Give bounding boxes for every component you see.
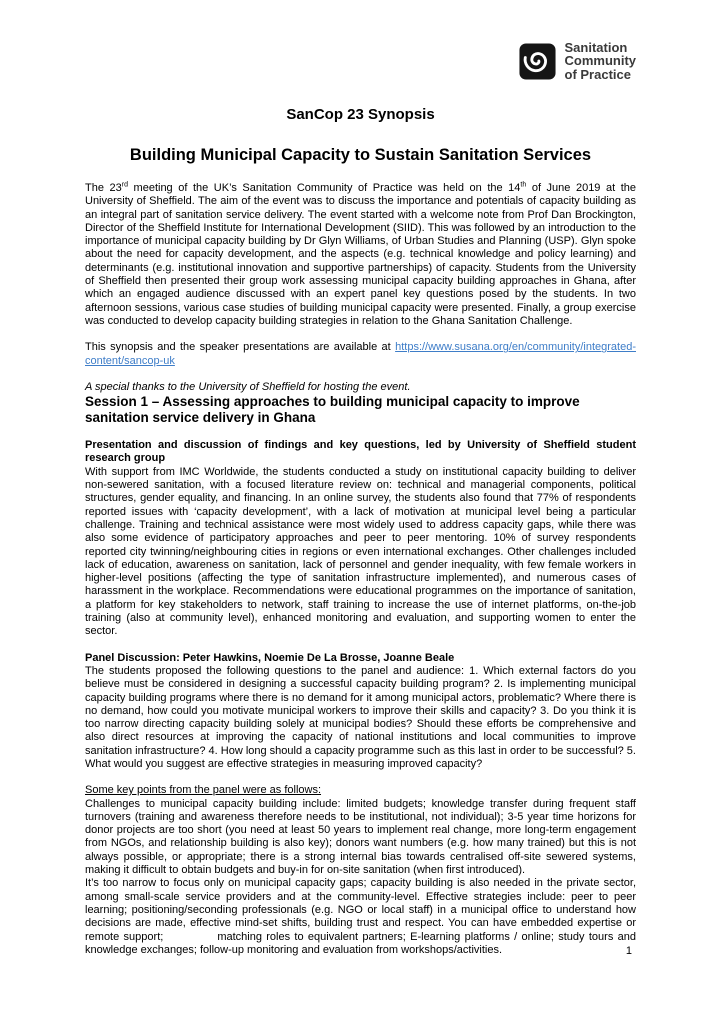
key-points-text: matching roles to equivalent partners; E-learning platforms / online; study tours and knowledge exchanges; follow-up monitoring and evaluation from workshops/activities.	[85, 930, 636, 956]
page-number: 1	[625, 945, 632, 957]
logo	[85, 39, 636, 82]
spiral-logo-icon	[519, 43, 556, 80]
intro-text: of June 2019 at the University of Sheffield. The aim of the event was to discuss the importance and potentials of capacity building as an integral part of sanitation service delivery. The event started with a welcome note from Prof Dan Brockington, Director of the Sheffield Institute for International Development (SIID). This was followed by an introduction to the importance of municipal capacity building by Dr Glyn Williams, of Urban Studies and Planning (USP). Glyn spoke about the need for capacity development, and the aspects (e.g. technical knowledge and policy learning) and determinants (e.g. institutional innovation and supportive partnerships) of capacity. Students from the University of Sheffield then presented their group work assessing municipal capacity building approaches in Ghana, after which an engaged audience discussed with an expert panel key questions posed by the students. In two afternoon sessions, various case studies of building municipal capacity were presented. Finally, a group exercise was conducted to develop capacity building strategies in relation to the Ghana Sanitation Challenge.	[85, 182, 637, 327]
document-subtitle: Building Municipal Capacity to Sustain Sanitation Services	[129, 146, 592, 164]
panel-heading: Panel Discussion: Peter Hawkins, Noemie De La Brosse, Joanne Beale	[85, 651, 455, 664]
logo-text	[565, 41, 637, 82]
logo-text-line: of Practice	[564, 66, 631, 82]
intro-text: meeting of the UK’s Sanitation Community of Practice was held on the 14	[127, 182, 521, 194]
key-points-text: It’s too narrow to focus only on municipal capacity gaps; capacity building is also needed in the private sector, among small-scale service providers and at the community-level. Effective strategies include: peer to peer learning; positioning/seconding professionals (e.g. NGO or local staff) in a municipal office to understand how decisions are made, effective mind-set shifts, building trust and respect. You can have embedded expertise or remote support;	[85, 877, 636, 943]
presentation-heading: Presentation and discussion of findings and key questions, led by University of Sheffield student research group	[85, 439, 636, 465]
key-points-heading: Some key points from the panel were as follows:	[85, 784, 322, 797]
ordinal-superscript: th	[520, 181, 527, 189]
session1-heading: Session 1 – Assessing approaches to building municipal capacity to improve sanitation service delivery in Ghana	[85, 394, 580, 426]
panel-body: The students proposed the following questions to the panel and audience: 1. Which external factors do you believe must be considered in designing a successful capacity building program? 2. Is implementing municipal capacity building programs where there is no demand for it among municipal actors, problematic? Where there is no demand, how could you motivate municipal workers to improve their skills and capacity? 3. Do you think it is too narrow directing capacity building solely at municipal bodies? Should these efforts be comprehensive and also direct resources at improving the capacity of national institutions and local communities to improve sanitation infrastructure? 4. How long should a capacity programme such as this last in order to be successful? 5. What would you suggest are effective strategies in measuring improved capacity?	[85, 664, 636, 770]
intro-text: The 23	[85, 182, 122, 194]
susana-link[interactable]: https://www.susana.org/en/community/integrated-content/sancop-uk	[85, 341, 636, 367]
presentation-body: With support from IMC Worldwide, the students conducted a study on institutional capacity building to deliver non-sewered sanitation, with a focused literature review on: technical and managerial components, political structures, gender equality, and financing. In an online survey, the students also found that 77% of respondents reported issues with ‘capacity development’, with a lack of motivation at municipal level being a particular challenge. Training and technical assistance were most widely used to address capacity gaps, while there was also some evidence of participatory approaches and peer to peer mentoring. 10% of survey respondents reported city twinning/neighbouring cities in regions or even international exchanges. Other challenges included lack of education, awareness on sanitation, lack of personnel and gender inequality, with few female workers in higher-level positions (affecting the type of sanitation infrastructure implemented), and numerous cases of harassment in the workplace. Recommendations were educational programmes on the importance of sanitation, a platform for key stakeholders to network, staff training to increase the use of internet platforms, on-the-job training (also at community level), enhanced monitoring and evaluation, and supporting women to enter the sector.	[85, 465, 636, 638]
logo-text-line: Community	[564, 53, 636, 69]
key-points-paragraph-2	[85, 877, 636, 957]
intro-paragraph	[85, 182, 636, 328]
thanks-note: A special thanks to the University of Sheffield for hosting the event.	[85, 380, 411, 393]
availability-text: This synopsis and the speaker presentations are available at	[85, 341, 396, 354]
ordinal-superscript: rd	[121, 181, 128, 189]
document-title: SanCop 23 Synopsis	[286, 106, 435, 123]
key-points-paragraph-1: Challenges to municipal capacity building include: limited budgets; knowledge transfer during frequent staff turnovers (training and awareness therefore needs to be institutional, not individual); 3-5 year time horizons for donor projects are too short (you need at least 50 years to implement real change, more long-term engagement from NGOs, and relationship building is also key); donors want numbers (e.g. how many trained) but this is not always possible, or appropriate; there is a strong internal bias towards centralised off-site sewered systems, making it difficult to obtain budgets and buy-in for on-site sanitation (when first introduced).	[85, 797, 636, 877]
availability-paragraph	[85, 341, 636, 368]
logo-text-line: Sanitation	[564, 39, 628, 55]
